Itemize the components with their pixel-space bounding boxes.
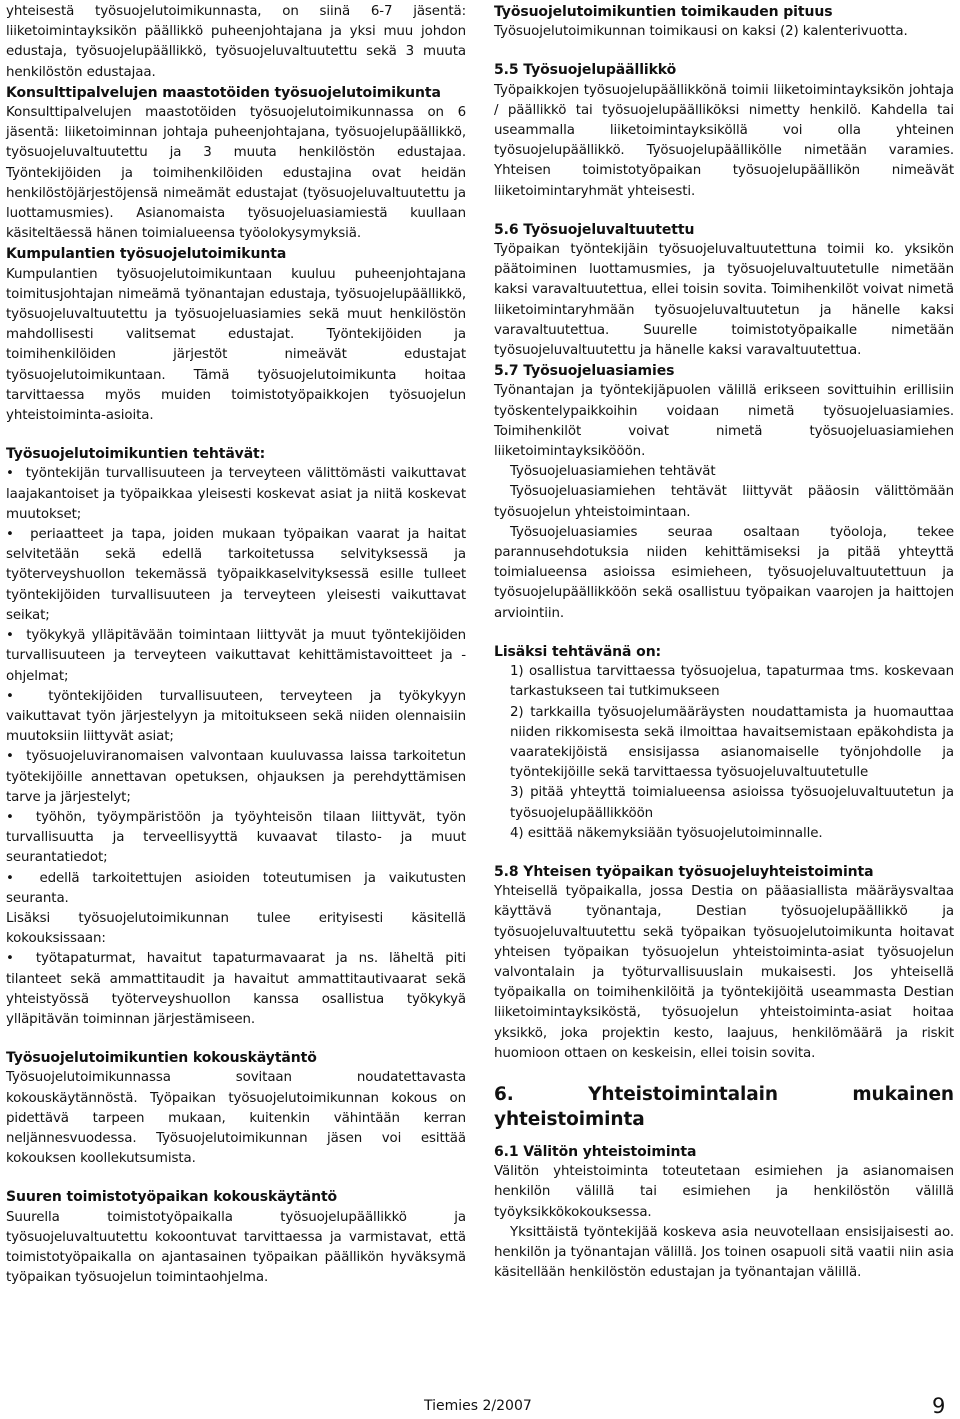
tehtavat-heading: Työsuojelutoimikuntien tehtävät: xyxy=(6,446,266,463)
list-item: • työkykyä ylläpitävään toimintaan liittyvät ja muut työntekijöiden turvallisuuteen ja terveyteen vaikuttavat kehittämistavoitteet ja -ohjelmat; xyxy=(6,626,466,687)
left-column xyxy=(6,2,466,1288)
kokous-list xyxy=(6,949,466,1030)
section-6-heading: 6. Yhteistoimintalain mukainen yhteistoiminta xyxy=(494,1083,954,1130)
list-item: • työntekijöiden turvallisuuteen, terveyteen ja työkykyyn vaikuttavat työn järjestelyyn ja mitoitukseen sekä niiden olennaisiin muutoksiin liittyvät asiat; xyxy=(6,687,466,748)
right-column xyxy=(494,2,954,1283)
list-item: • työhön, työympäristöön ja työyhteisön tilaan liittyvät, työn turvallisuutta ja terveellisyyttä kuvaavat tilasto- ja muut seurantatiedot; xyxy=(6,808,466,869)
intro-paragraph: yhteisestä työsuojelutoimikunnasta, on siinä 6-7 jäsentä: liiketoimintayksikön päällikkö puheenjohtajana ja yksi muu johdon edustaja, työsuojelupäällikkö, työsuojeluvaltuutettu sekä 3 muuta henkilöstön edustajaa. xyxy=(6,4,466,80)
suuren-paragraph: Suurella toimistotyöpaikalla työsuojelupäällikkö ja työsuojeluvaltuutettu kokoontuvat tarvittaessa ja varmistavat, että toimistotyöpaikalla on ajantasainen työpaikan päällikön hyväksymä työpaikan työsuojelun toimintaohjelma. xyxy=(6,1209,466,1286)
section-6-1-paragraph: Yksittäistä työntekijää koskeva asia neuvotellaan ensisijaisesti ao. henkilön ja työnantajan välillä. Jos toinen osapuoli sitä vaatii niin asia käsitellään henkilöstön edustajan ja työnantajan välillä. xyxy=(494,1224,954,1281)
list-item: • periaatteet ja tapa, joiden mukaan työpaikan vaarat ja haitat selvitetään sekä edellä tarkoitetussa selvityksessä ja työterveyshuollon tekemässä työpaikkaselvityksessä esille tulleet työntekijöiden turvallisuuteen ja terveyteen yleisesti vaikuttavat seikat; xyxy=(6,525,466,626)
lisaksi-list xyxy=(494,662,954,844)
list-item: 3) pitää yhteyttä toimialueensa asioissa työsuojeluvaltuutetun ja työsuojelupäällikköön xyxy=(510,785,954,821)
section-5-6-heading: 5.6 Työsuojeluvaltuutettu xyxy=(494,221,695,238)
kokous-intro: Lisäksi työsuojelutoimikunnan tulee erityisesti käsitellä kokouksissaan: xyxy=(6,910,466,947)
section-5-6-paragraph: Työpaikan työntekijäin työsuojeluvaltuutettuna toimii ko. yksikön päätoiminen luottamusmies, ja työsuojeluvaltuutetulle nimetään kaksi varavaltuutettua, ellei toisin sovita. Toimihenkilöt voivat nimetä liiketoimintaryhmään työsuojeluvaltuutetun ja hänelle kaksi varavaltuutettua. Suurelle toimistotyöpaikalle nimetään työsuojeluvaltuutettu ja hänelle kaksi varavaltuutettua. xyxy=(494,242,954,359)
tehtavat-list xyxy=(6,464,466,908)
kunnat-heading: Kumpulantien työsuojelutoimikunta xyxy=(6,246,287,263)
maasto-heading: Konsulttipalvelujen maastotöiden työsuojelutoimikunta xyxy=(6,84,441,101)
section-6-1-paragraph: Välitön yhteistoiminta toteutetaan esimiehen ja asianomaisen henkilön välillä tai esimiehen ja henkilöstön välillä työyksikkökokouksessa. xyxy=(494,1164,954,1220)
section-5-7-paragraph: Työsuojeluasiamies seuraa osaltaan työoloja, tekee parannusehdotuksia niiden kehittämiseksi ja pitää yhteyttä toimialueensa asioissa esimieheen, työsuojeluvaltuutettuun ja työsuojelupäällikköön sekä osallistuu työpaikan vaarojen ja haittojen arviointiin. xyxy=(494,524,954,621)
kokouskaytanto-heading: Työsuojelutoimikuntien kokouskäytäntö xyxy=(6,1050,317,1067)
page-number: 9 xyxy=(932,1394,946,1418)
list-item: • työntekijän turvallisuuteen ja terveyteen välittömästi vaikuttavat laajakantoiset ja työpaikkaa yleisesti koskevat asiat ja niitä koskevat muutokset; xyxy=(6,464,466,525)
publication-footer: Tiemies 2/2007 xyxy=(424,1398,532,1414)
section-5-7-paragraph: Työnantajan ja työntekijäpuolen välillä erikseen sovittuihin erillisiin työskentelypaikkoihin voidaan nimetä työsuojeluasiamies. Toimihenkilöt voivat nimetä työsuojeluasiamiehen liiketoimintayksikööön. xyxy=(494,383,954,460)
kunnat-paragraph: Kumpulantien työsuojelutoimikuntaan kuuluu puheenjohtajana toimitusjohtajan nimeämä työnantajan edustaja, työsuojelupäällikkö, työsuojeluvaltuutettu ja työsuojeluasiamies sekä muut henkilöstön mahdollisesti valitsemat edustajat. Työntekijöiden ja toimihenkilöiden järjestöt nimeävät edustajat työsuojelutoimikuntaan. Tämä työsuojelutoimikunta hoitaa tarvittaessa myös muiden toimistotyöpaikkojen työsuojelun yhteistoiminta-asioita. xyxy=(6,266,466,424)
kausi-heading: Työsuojelutoimikuntien toimikauden pituus xyxy=(494,4,833,20)
list-item: • edellä tarkoitettujen asioiden toteutumisen ja vaikutusten seuranta. xyxy=(6,869,466,909)
list-item: 1) osallistua tarvittaessa työsuojelua, tapaturmaa tms. koskevaan tarkastukseen tai tutkimukseen xyxy=(510,664,954,700)
list-item: 4) esittää näkemyksiään työsuojelutoiminnalle. xyxy=(510,825,823,841)
section-5-5-paragraph: Työpaikkojen työsuojelupäällikkönä toimii liiketoimintayksikön johtaja / päällikkö tai työsuojelupäälliköksi nimetty henkilö. Kahdella tai useammalla liiketoimintayksiköllä voi olla yhteinen työsuojelupäällikkö. Työsuojelupäällikölle nimetään varamies. Yhteisen toimistotyöpaikan työsuojelupäällikön nimeävät liiketoimintaryhmät yhteisesti. xyxy=(494,82,954,199)
list-item: 2) tarkkailla työsuojelumääräysten noudattamista ja huomauttaa niiden rikkomisesta sekä ilmoittaa havaitsemistaan epäkohdista ja vaaratekijöistä ensisijassa asianomaiselle työnjohdolle ja työntekijöille sekä tarvittaessa työsuojeluvaltuutetulle xyxy=(510,704,954,781)
list-item: • työtapaturmat, havaitut tapaturmavaarat ja ns. läheltä piti tilanteet sekä ammattitaudit ja havaitut ammattitautivaarat sekä yhteistyössä työterveyshuollon kanssa osallistua työkykyä ylläpitävän toiminnan järjestämiseen. xyxy=(6,949,466,1030)
kausi-paragraph: Työsuojelutoimikunnan toimikausi on kaksi (2) kalenterivuotta. xyxy=(494,24,908,40)
kokouskaytanto-paragraph: Työsuojelutoimikunnassa sovitaan noudatettavasta kokouskäytännöstä. Työpaikan työsuojelutoimikunnan kokous on pidettävä tarpeen mukaan, kuitenkin vähintään kerran neljännesvuodessa. Työsuojelutoimikunnan jäsen voi esittää kokouksen koollekutsumista. xyxy=(6,1070,466,1167)
section-5-5-heading: 5.5 Työsuojelupäällikkö xyxy=(494,62,677,79)
section-5-7-heading: 5.7 Työsuojeluasiamies xyxy=(494,363,675,380)
lisaksi-heading: Lisäksi tehtävänä on: xyxy=(494,643,662,660)
suuren-heading: Suuren toimistotyöpaikan kokouskäytäntö xyxy=(6,1189,338,1206)
section-5-8-heading: 5.8 Yhteisen työpaikan työsuojeluyhteistoiminta xyxy=(494,863,874,880)
maasto-paragraph: Konsulttipalvelujen maastotöiden työsuojelutoimikunnassa on 6 jäsentä: liiketoiminnan johtaja puheenjohtajana, työsuojelupäällikkö, työsuojeluvaltuutettu ja 3 muuta henkilöstön edustajaa. Työntekijöiden ja toimihenkilöiden edustajina ovat heidän henkilöstöjärjestöjensä nimeämät edustajat (työsuojeluvaltuutettu ja luottamusmies). Asianomaista työsuojeluasiamiestä kuullaan käsiteltäessä hänen toimialueensa työolokysymyksiä. xyxy=(6,105,466,242)
section-5-7-paragraph: Työsuojeluasiamiehen tehtävät liittyvät pääosin välittömään työsuojelun yhteistoimintaan. xyxy=(494,484,954,520)
section-6-1-heading: 6.1 Välitön yhteistoiminta xyxy=(494,1143,697,1160)
section-5-8-paragraph: Yhteisellä työpaikalla, jossa Destia on pääasiallista määräysvaltaa käyttävä työnantaja, Destian työsuojelupäällikkö ja työsuojeluvaltuutettu sekä työpaikan työsuojelutoimikunta hoitavat yhteisen työpaikan työsuojelun yhteistoiminta-asiat työsuojelun valvontalain ja työturvallisuuslain mukaisesti. Jos yhteisellä työpaikalla on toimihenkilöitä ja työntekijöitä useammasta Destian liiketoimintayksiköstä, työsuojelun yhteistoiminta-asiat hoitaa yksikkö, joka projektin kesto, laajuus, henkilömäärä ja riskit huomioon ottaen on keskeisin, ellei toisin sovita. xyxy=(494,884,954,1061)
list-item: • työsuojeluviranomaisen valvontaan kuuluvassa laissa tarkoitetun työtekijöille annettavan opetuksen, ohjauksen ja perehdyttämisen tarve ja järjestelyt; xyxy=(6,747,466,808)
section-5-7-subtitle: Työsuojeluasiamiehen tehtävät xyxy=(510,464,716,480)
